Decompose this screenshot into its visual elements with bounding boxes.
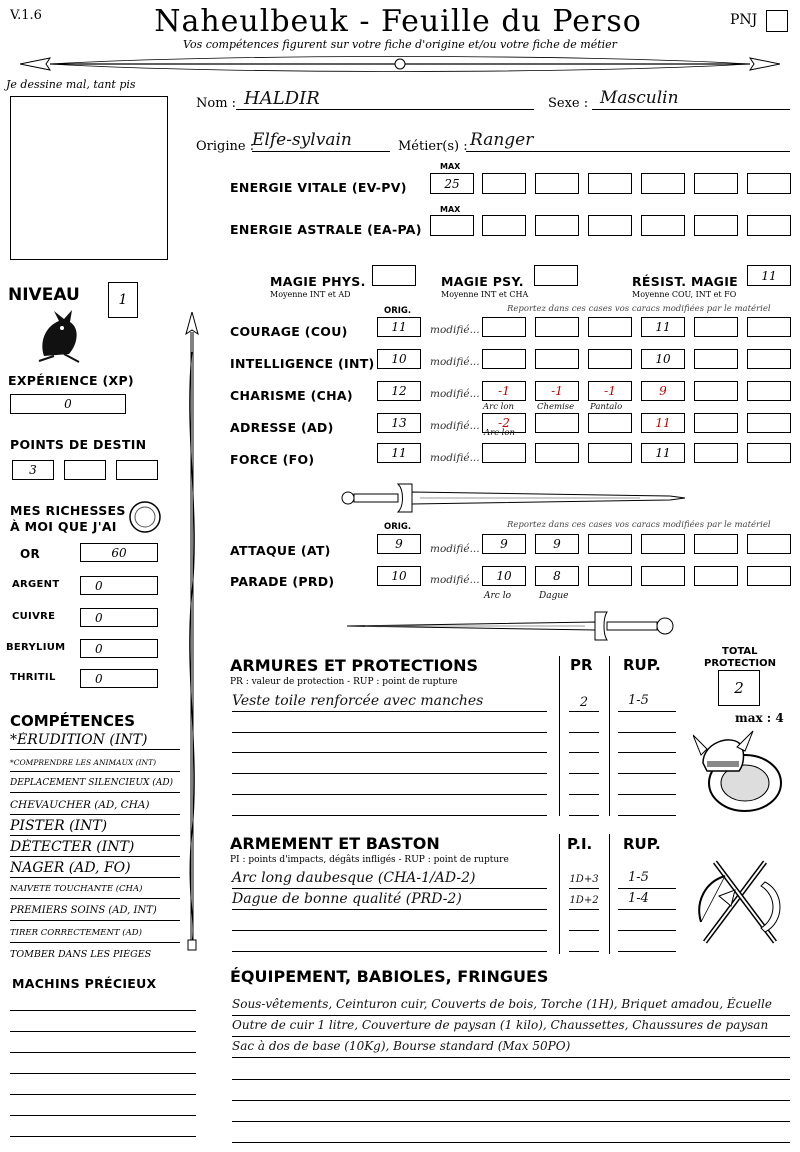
- char-orig-cou[interactable]: 11: [377, 317, 421, 337]
- combat-mod-at[interactable]: [747, 534, 791, 554]
- char-label-ad: ADRESSE (AD): [230, 420, 334, 435]
- weapons-col-pi: P.I.: [567, 835, 593, 853]
- char-mod-label: modifié...: [430, 388, 480, 400]
- total-protection-label-1: TOTAL: [722, 646, 758, 657]
- char-note-cha: Pantalo: [590, 402, 623, 412]
- char-mod-cha[interactable]: [694, 381, 738, 401]
- combat-mod-prd[interactable]: [747, 566, 791, 586]
- skill-item: NAGER (AD, FO): [10, 860, 180, 878]
- weapon-row-line[interactable]: [618, 951, 676, 952]
- resist-magie-label: RÉSIST. MAGIE: [632, 274, 739, 289]
- char-mod-ad[interactable]: 11: [641, 413, 685, 433]
- weapon-row-line[interactable]: [232, 930, 547, 931]
- total-protection-label-2: PROTECTION: [704, 658, 776, 669]
- weapon-row-line[interactable]: [569, 930, 599, 931]
- ev-box[interactable]: [641, 173, 685, 194]
- char-label-cou: COURAGE (COU): [230, 324, 348, 339]
- weapon-row-name[interactable]: Dague de bonne qualité (PRD-2): [232, 891, 547, 910]
- nom-value[interactable]: HALDIR: [236, 88, 534, 110]
- version-label: V.1.6: [10, 8, 42, 23]
- combat-mod-at[interactable]: 9: [535, 534, 579, 554]
- combat-mod-prd[interactable]: 10: [482, 566, 526, 586]
- armor-row-line[interactable]: [232, 732, 547, 733]
- combat-mod-prd[interactable]: 8: [535, 566, 579, 586]
- sexe-value[interactable]: Masculin: [592, 88, 790, 110]
- armor-row-line[interactable]: [618, 794, 676, 795]
- char-mod-ad[interactable]: -2: [482, 413, 526, 433]
- char-mod-fo[interactable]: [482, 443, 526, 463]
- wealth-thritil-value[interactable]: 0: [80, 669, 158, 688]
- pnj-label: PNJ: [730, 12, 758, 28]
- char-mod-fo[interactable]: [694, 443, 738, 463]
- pnj-checkbox[interactable]: [766, 10, 788, 32]
- char-mod-int[interactable]: [747, 349, 791, 369]
- magie-psy-note: Moyenne INT et CHA: [441, 290, 529, 299]
- char-mod-int[interactable]: [694, 349, 738, 369]
- precious-line[interactable]: [10, 1073, 196, 1074]
- weapon-row-rup[interactable]: 1-4: [618, 891, 676, 910]
- armor-row-line[interactable]: [569, 752, 599, 753]
- armor-subtitle: PR : valeur de protection - RUP : point de rupture: [230, 677, 458, 687]
- ea-box[interactable]: [694, 215, 738, 236]
- char-mod-cou[interactable]: [747, 317, 791, 337]
- level-value[interactable]: 1: [108, 282, 138, 318]
- ev-box[interactable]: [535, 173, 579, 194]
- metier-value[interactable]: Ranger: [466, 130, 790, 152]
- resist-magie-note: Moyenne COU, INT et FO: [632, 290, 737, 299]
- total-protection-value[interactable]: 2: [718, 670, 760, 706]
- armor-col-divider: [609, 656, 610, 816]
- char-mod-cou[interactable]: 11: [641, 317, 685, 337]
- armor-row-line[interactable]: [618, 815, 676, 816]
- precious-title: MACHINS PRÉCIEUX: [12, 976, 157, 991]
- page-title: Naheulbeuk - Feuille du Perso: [154, 4, 642, 39]
- wealth-argent-value[interactable]: 0: [80, 576, 158, 595]
- combat-note-dague: Dague: [539, 591, 569, 601]
- sword-illustration: [340, 480, 690, 516]
- magie-psy-value[interactable]: [534, 265, 578, 286]
- helmet-shield-icon: [693, 725, 785, 815]
- origine-label: Origine :: [196, 139, 255, 154]
- precious-line[interactable]: [10, 1052, 196, 1053]
- char-mod-label: modifié...: [430, 452, 480, 464]
- ea-label: ENERGIE ASTRALE (EA-PA): [230, 222, 422, 237]
- ev-box[interactable]: [482, 173, 526, 194]
- wealth-argent-label: ARGENT: [12, 579, 60, 590]
- origine-value[interactable]: Elfe-sylvain: [252, 130, 390, 152]
- ea-max-value[interactable]: [430, 215, 474, 236]
- char-orig-int[interactable]: 10: [377, 349, 421, 369]
- weapon-row-rup[interactable]: 1-5: [618, 870, 676, 889]
- char-orig-fo[interactable]: 11: [377, 443, 421, 463]
- combat-mod-at[interactable]: [641, 534, 685, 554]
- char-mod-int[interactable]: [482, 349, 526, 369]
- combat-note: Reportez dans ces cases vos caracs modifiées par le matériel: [507, 520, 771, 530]
- weapons-title: ARMEMENT ET BASTON: [230, 834, 440, 853]
- weapons-col-rup: RUP.: [623, 835, 661, 853]
- combat-mod-label: modifié...: [430, 543, 480, 555]
- precious-line[interactable]: [10, 1010, 196, 1011]
- combat-mod-prd[interactable]: [694, 566, 738, 586]
- ea-box[interactable]: [747, 215, 791, 236]
- sword-illustration: [345, 608, 685, 644]
- char-mod-ad[interactable]: [535, 413, 579, 433]
- metier-label: Métier(s) :: [398, 139, 468, 154]
- char-orig-cha[interactable]: 12: [377, 381, 421, 401]
- magie-phys-note: Moyenne INT et AD: [270, 290, 351, 299]
- combat-mod-at[interactable]: [694, 534, 738, 554]
- ev-max-value[interactable]: 25: [430, 173, 474, 194]
- combat-orig-at[interactable]: 9: [377, 534, 421, 554]
- armor-col-pr: PR: [570, 656, 593, 674]
- combat-orig-label: ORIG.: [384, 522, 412, 532]
- armor-row-line[interactable]: [232, 794, 547, 795]
- armor-row-line[interactable]: [618, 752, 676, 753]
- nom-label: Nom :: [196, 96, 237, 111]
- equipment-line[interactable]: Outre de cuir 1 litre, Couverture de paysan (1 kilo), Chaussettes, Chaussures de paysan: [232, 1018, 790, 1037]
- armor-title: ARMURES ET PROTECTIONS: [230, 656, 478, 675]
- wealth-or-value[interactable]: 60: [80, 543, 158, 562]
- armor-row-line[interactable]: [569, 773, 599, 774]
- char-mod-label: modifié...: [430, 324, 480, 336]
- ev-box[interactable]: [694, 173, 738, 194]
- wealth-thritil-label: THRITIL: [10, 672, 56, 683]
- magie-psy-label: MAGIE PSY.: [441, 274, 524, 289]
- precious-line[interactable]: [10, 1115, 196, 1116]
- char-mod-fo[interactable]: [535, 443, 579, 463]
- char-mod-fo[interactable]: 11: [641, 443, 685, 463]
- ev-label: ENERGIE VITALE (EV-PV): [230, 180, 407, 195]
- combat-orig-prd[interactable]: 10: [377, 566, 421, 586]
- char-mod-ad[interactable]: [588, 413, 632, 433]
- armor-row-pr[interactable]: 2: [569, 693, 599, 712]
- skill-item: PISTER (INT): [10, 818, 180, 836]
- char-mod-int[interactable]: [588, 349, 632, 369]
- armor-row-line[interactable]: [232, 815, 547, 816]
- wealth-cuivre-label: CUIVRE: [12, 611, 56, 622]
- armor-row-line[interactable]: [232, 773, 547, 774]
- armor-row-rup[interactable]: 1-5: [618, 693, 676, 712]
- equipment-line[interactable]: [232, 1121, 790, 1122]
- char-note: Reportez dans ces cases vos caracs modifiées par le matériel: [507, 304, 771, 314]
- portrait-frame[interactable]: [10, 96, 168, 260]
- char-mod-cou[interactable]: [588, 317, 632, 337]
- ea-max-label: MAX: [440, 205, 461, 214]
- char-mod-int[interactable]: [535, 349, 579, 369]
- char-note-cha: Chemise: [537, 402, 575, 412]
- equipment-line[interactable]: [232, 1100, 790, 1101]
- total-protection-max: max : 4: [735, 711, 784, 725]
- combat-label-prd: PARADE (PRD): [230, 574, 335, 589]
- weapons-subtitle: PI : points d'impacts, dégâts infligés - RUP : point de rupture: [230, 855, 509, 865]
- weapon-row-line[interactable]: [569, 951, 599, 952]
- char-mod-fo[interactable]: [747, 443, 791, 463]
- coin-icon: [128, 500, 162, 534]
- ev-max-label: MAX: [440, 162, 461, 171]
- destiny-box-2[interactable]: [64, 460, 106, 480]
- char-label-cha: CHARISME (CHA): [230, 388, 353, 403]
- char-mod-ad[interactable]: [694, 413, 738, 433]
- wealth-berylium-value[interactable]: 0: [80, 639, 158, 658]
- precious-line[interactable]: [10, 1031, 196, 1032]
- precious-line[interactable]: [10, 1094, 196, 1095]
- skill-item: DÉPLACEMENT SILENCIEUX (AD): [10, 778, 180, 793]
- skill-item: DÉTECTER (INT): [10, 839, 180, 857]
- char-mod-cou[interactable]: [535, 317, 579, 337]
- wealth-label-1: MES RICHESSES: [10, 503, 126, 518]
- xp-value[interactable]: 0: [10, 394, 126, 414]
- char-mod-cou[interactable]: [482, 317, 526, 337]
- weapons-col-divider: [559, 834, 560, 954]
- char-note-cha: Arc lon: [483, 402, 514, 412]
- armor-row-line[interactable]: [618, 732, 676, 733]
- resist-magie-value[interactable]: 11: [747, 265, 791, 286]
- combat-note-arc: Arc lo: [484, 591, 511, 601]
- char-mod-cha[interactable]: -1: [482, 381, 526, 401]
- combat-label-at: ATTAQUE (AT): [230, 543, 331, 558]
- armor-row-line[interactable]: [569, 815, 599, 816]
- skills-title: COMPÉTENCES: [10, 712, 136, 730]
- combat-mod-label: modifié...: [430, 574, 480, 586]
- level-label: NIVEAU: [8, 285, 80, 305]
- char-note-ad: Arc lon: [484, 428, 515, 438]
- ea-box[interactable]: [588, 215, 632, 236]
- char-mod-cha[interactable]: [747, 381, 791, 401]
- spear-divider: [20, 52, 780, 76]
- armor-row-line[interactable]: [569, 794, 599, 795]
- skill-item: TOMBER DANS LES PIÈGES: [10, 949, 152, 960]
- equipment-line[interactable]: Sous-vêtements, Ceinturon cuir, Couverts de bois, Torche (1H), Briquet amadou, Écuelle: [232, 997, 790, 1016]
- char-mod-label: modifié...: [430, 356, 480, 368]
- char-mod-cha[interactable]: -1: [588, 381, 632, 401]
- char-mod-ad[interactable]: [747, 413, 791, 433]
- destiny-box-3[interactable]: [116, 460, 158, 480]
- portrait-label: Je dessine mal, tant pis: [6, 78, 136, 91]
- combat-mod-prd[interactable]: [641, 566, 685, 586]
- precious-line[interactable]: [10, 1136, 196, 1137]
- ea-box[interactable]: [482, 215, 526, 236]
- equipment-line[interactable]: [232, 1079, 790, 1080]
- wealth-cuivre-value[interactable]: 0: [80, 608, 158, 627]
- page-subtitle: Vos compétences figurent sur votre fiche d'origine et/ou votre fiche de métier: [183, 38, 617, 51]
- combat-mod-at[interactable]: [588, 534, 632, 554]
- char-mod-cha[interactable]: 9: [641, 381, 685, 401]
- wealth-berylium-label: BERYLIUM: [6, 642, 66, 653]
- char-mod-cha[interactable]: -1: [535, 381, 579, 401]
- magie-phys-value[interactable]: [372, 265, 416, 286]
- char-mod-label: modifié...: [430, 420, 480, 432]
- destiny-box-1[interactable]: 3: [12, 460, 54, 480]
- armor-row-line[interactable]: [232, 752, 547, 753]
- weapon-row-pi[interactable]: 1D+2: [569, 891, 599, 910]
- weapon-row-pi[interactable]: 1D+3: [569, 870, 599, 889]
- crossed-weapons-icon: [695, 852, 787, 952]
- armor-col-rup: RUP.: [623, 656, 661, 674]
- skill-item: TIRER CORRECTEMENT (AD): [10, 928, 180, 943]
- equipment-line[interactable]: Sac à dos de base (10Kg), Bourse standard (Max 50PO): [232, 1039, 790, 1058]
- dragon-icon: [34, 306, 84, 364]
- char-orig-ad[interactable]: 13: [377, 413, 421, 433]
- magie-phys-label: MAGIE PHYS.: [270, 274, 366, 289]
- armor-row-line[interactable]: [569, 732, 599, 733]
- sexe-label: Sexe :: [548, 96, 589, 111]
- armor-row-line[interactable]: [618, 773, 676, 774]
- ea-box[interactable]: [535, 215, 579, 236]
- char-mod-fo[interactable]: [588, 443, 632, 463]
- skill-item: NAÏVETÉ TOUCHANTE (CHA): [10, 884, 180, 899]
- char-mod-int[interactable]: 10: [641, 349, 685, 369]
- equipment-title: ÉQUIPEMENT, BABIOLES, FRINGUES: [230, 967, 549, 986]
- ev-box[interactable]: [747, 173, 791, 194]
- armor-col-divider: [559, 656, 560, 816]
- xp-label: EXPÉRIENCE (XP): [8, 373, 134, 388]
- armor-row-name[interactable]: Veste toile renforcée avec manches: [232, 693, 547, 712]
- weapon-row-line[interactable]: [232, 951, 547, 952]
- vertical-spear: [182, 312, 202, 952]
- skill-item: *ÉRUDITION (INT): [10, 732, 180, 750]
- combat-mod-prd[interactable]: [588, 566, 632, 586]
- weapon-row-line[interactable]: [618, 930, 676, 931]
- destiny-label: POINTS DE DESTIN: [10, 437, 147, 452]
- weapon-row-name[interactable]: Arc long daubesque (CHA-1/AD-2): [232, 870, 547, 889]
- ev-box[interactable]: [588, 173, 632, 194]
- char-orig-label: ORIG.: [384, 306, 412, 316]
- char-mod-cou[interactable]: [694, 317, 738, 337]
- char-label-int: INTELLIGENCE (INT): [230, 356, 375, 371]
- ea-box[interactable]: [641, 215, 685, 236]
- wealth-label-2: À MOI QUE J'AI: [10, 519, 117, 534]
- equipment-line[interactable]: [232, 1142, 790, 1143]
- weapons-col-divider: [609, 834, 610, 954]
- skill-item: *COMPRENDRE LES ANIMAUX (INT): [10, 758, 180, 772]
- wealth-or-label: OR: [20, 547, 41, 561]
- char-label-fo: FORCE (FO): [230, 452, 315, 467]
- skill-item: CHEVAUCHER (AD, CHA): [10, 799, 180, 815]
- skill-item: PREMIERS SOINS (AD, INT): [10, 905, 180, 921]
- combat-mod-at[interactable]: 9: [482, 534, 526, 554]
